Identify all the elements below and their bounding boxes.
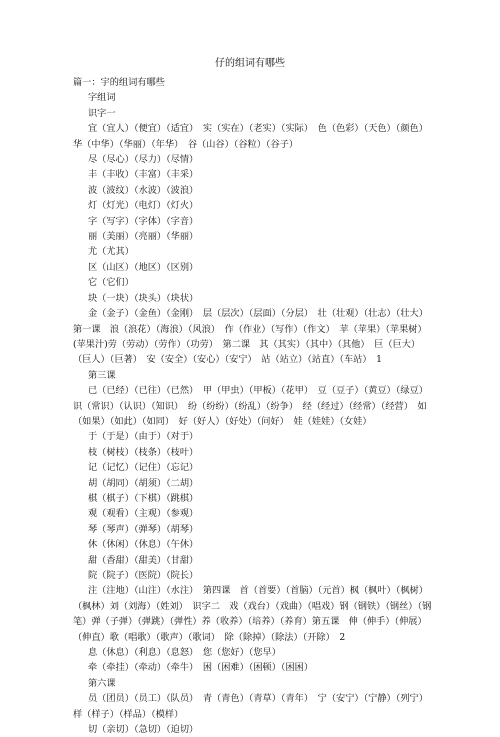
text-line: 块（一块）（块头）（块状） bbox=[88, 292, 199, 304]
text-line: 丽（美丽）（亮丽）（华丽） bbox=[88, 231, 199, 243]
text-line: 休（休闲）（休息）（午休） bbox=[88, 539, 199, 551]
text-line: 胡（胡同）（胡须）（二胡） bbox=[88, 477, 199, 489]
subheading: 字组词 bbox=[88, 92, 116, 104]
text-line: 已（已经）（已往）（已然） 甲（甲虫）（甲板）（花甲） 豆（豆子）（黄豆）（绿豆）识（常识）（认识）（知识） 纷（纷纷）（纷乱）（纷争） 经（经过）（经常）（经营） 如（如果）（如此）（如同） 好（好人）（好处）（问好） 娃（娃娃）（女娃） bbox=[73, 385, 428, 427]
document-title: 仔的组词有哪些 bbox=[215, 58, 285, 69]
text-line: 注（注地）（山注）（水注） 第四课 首（首要）（首脑）（元首）枫（枫叶）（枫树）（枫林）刘（刘海）（姓刘） 识字二 戏（戏台）（戏曲）（唱戏）钢（钢铁）（钢丝）（钢笔）弹（子弹）（弹跳）（弹性）养（收养）（培养）（养育）第五课 伸（伸手）（伸展）（伸直）歌（唱歌）（歌声）（歌词） 除（除掉）（除法）（开除） 2 bbox=[73, 585, 432, 643]
text-line: 于（于是）（由于）（对于） bbox=[88, 431, 199, 443]
text-line: 尤（尤其） bbox=[88, 246, 134, 258]
text-line: 琴（琴声）（弹琴）（胡琴） bbox=[88, 523, 199, 535]
text-line: 波（波纹）（水波）（波浪） bbox=[88, 184, 199, 196]
text-line: 切（亲切）（急切）（迫切） bbox=[88, 724, 199, 736]
text-line: 员（团员）（员工）（队员） 青（青色）（青草）（青年） 宁（安宁）（宁静）（列宁）样（样子）（样品）（模样） bbox=[73, 693, 428, 720]
text-line: 它（它们） bbox=[88, 277, 134, 289]
text-line: 棋（棋子）（下棋）（跳棋） bbox=[88, 492, 199, 504]
text-line: 记（记忆）（记住）（忘记） bbox=[88, 462, 199, 474]
text-line: 字（写字）（字体）（字音） bbox=[88, 215, 199, 227]
lesson-heading: 识字一 bbox=[88, 107, 116, 119]
lesson-heading: 第三课 bbox=[88, 369, 116, 381]
document-body bbox=[73, 75, 433, 737]
text-line: 院（院子）（医院）（院长） bbox=[88, 570, 199, 581]
text-line: 灯（灯光）（电灯）（灯火） bbox=[88, 200, 199, 212]
lesson-heading: 第六课 bbox=[88, 677, 116, 689]
text-line: 观（观看）（主观）（参观） bbox=[88, 508, 199, 520]
text-line: 枝（树枝）（枝条）（枝叶） bbox=[88, 446, 199, 458]
text-line: 息（休息）（利息）（息怒） 您（您好）（您早） bbox=[88, 647, 281, 659]
text-line: 尽（尽心）（尽力）（尽情） bbox=[88, 154, 199, 166]
section-heading: 篇一：宇的组词有哪些 bbox=[73, 77, 165, 88]
text-line: 金（金子）（金鱼）（金刚） 层（层次）（层面）（分层） 壮（壮观）（壮志）（壮大）第一课 浪（浪花）（海浪）（风浪） 作（作业）（写作）（作文） 苹（苹果）（苹果树）(苹果汁)劳（劳动）（劳作）（功劳） 第二课 其（其实）（其中）（其他） 巨（巨大）（巨人）（巨著） 安（安全）（安心）（安宁） 站（站立）（站直）（车站） 1 bbox=[73, 308, 428, 366]
text-line: 宜（宜人）（便宜）（适宜） 实（实在）（老实）（实际） 色（色彩）（天色）（颜色）华（中华）（华丽）（年华） 谷（山谷）（谷粒）（谷子） bbox=[73, 123, 428, 150]
text-line: 区（山区）（地区）（区别） bbox=[88, 261, 199, 273]
text-line: 牵（牵挂）（牵动）（牵牛） 困（困难）（困顿）（困困） bbox=[88, 662, 314, 674]
text-line: 甜（香甜）（甜美）（甘甜） bbox=[88, 554, 199, 566]
text-line: 丰（丰收）（丰富）（丰采） bbox=[88, 169, 199, 181]
